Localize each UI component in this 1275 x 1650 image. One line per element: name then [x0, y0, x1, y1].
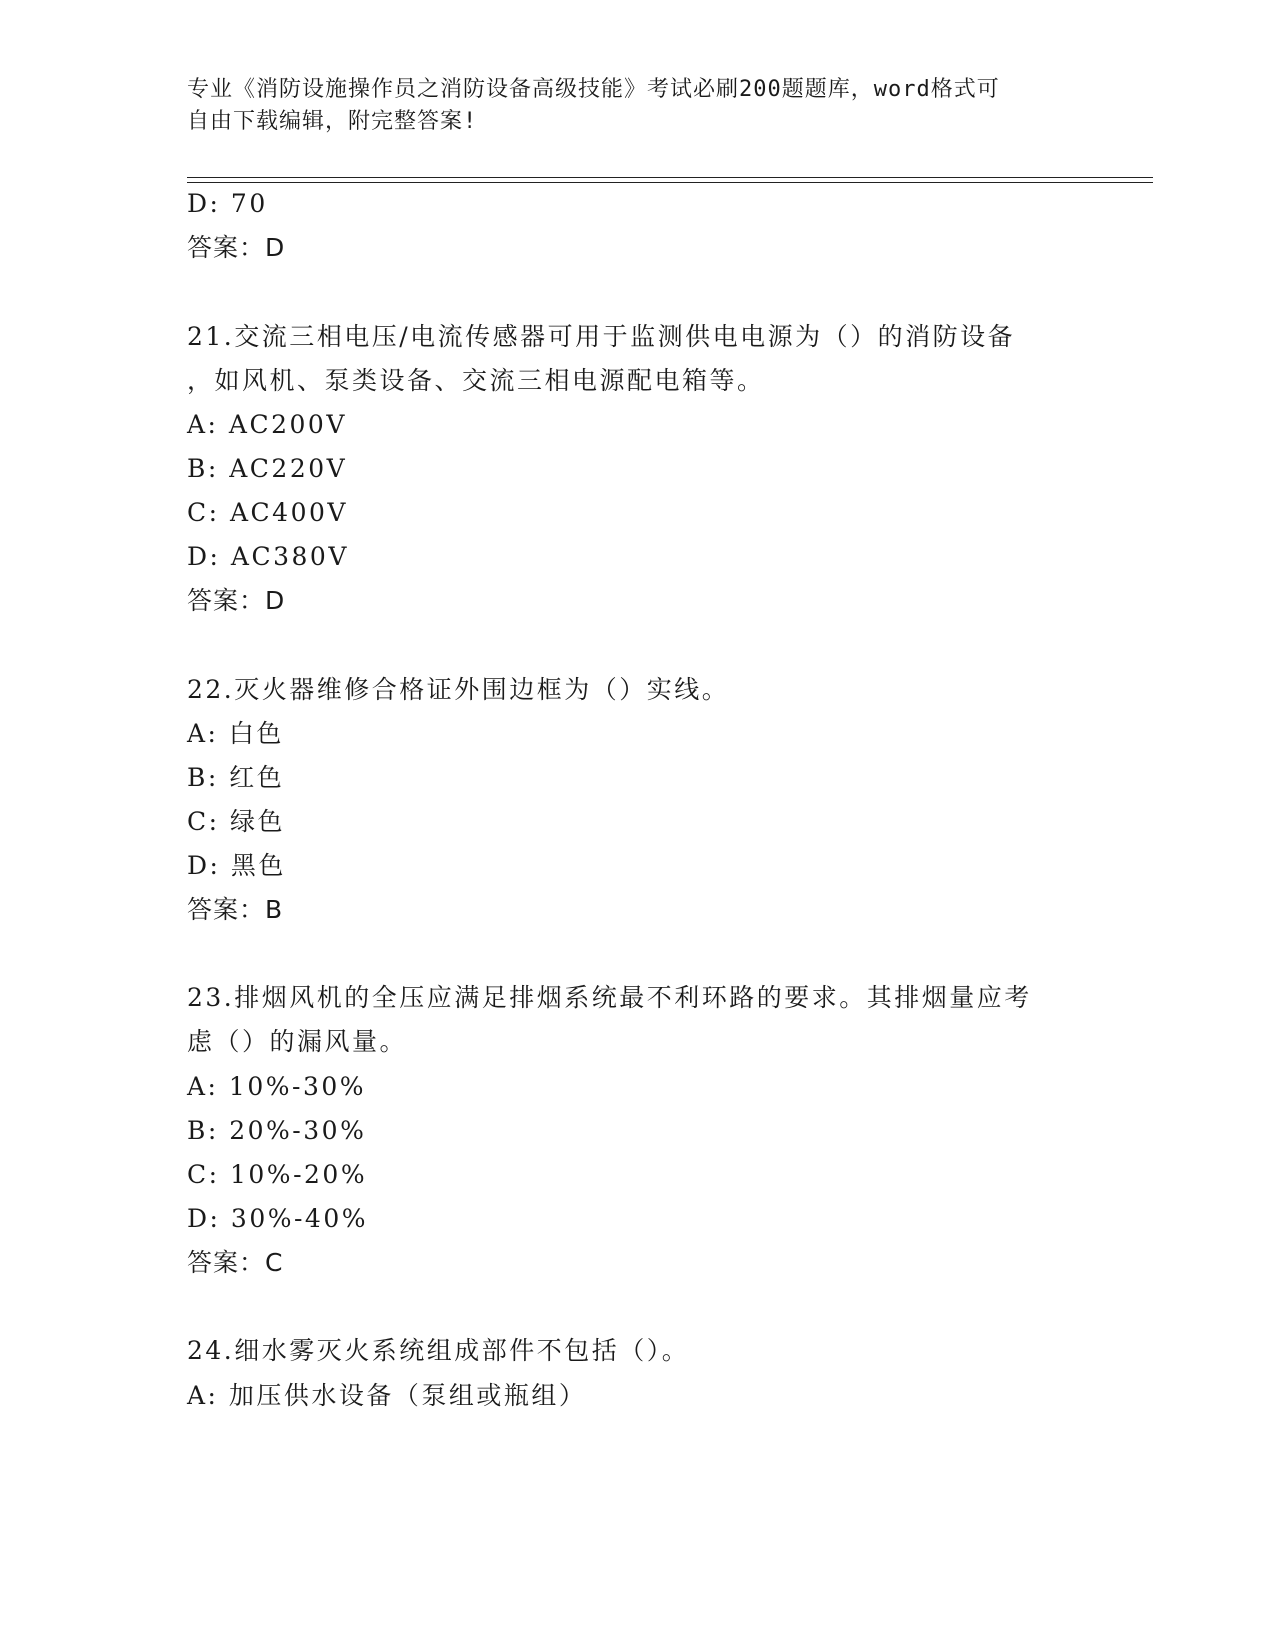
q23-stem-line-1: 23.排烟风机的全压应满足排烟系统最不利环路的要求。其排烟量应考	[187, 983, 1032, 1012]
q22-option-c: C: 绿色	[187, 807, 285, 836]
q23-option-b: B: 20%-30%	[187, 1116, 367, 1145]
q21-stem-line-1: 21.交流三相电压/电流传感器可用于监测供电电源为（）的消防设备	[187, 322, 1016, 351]
q23-option-c: C: 10%-20%	[187, 1160, 368, 1189]
q24-stem-line-1: 24.细水雾灭火系统组成部件不包括（）。	[187, 1336, 690, 1365]
q22-option-b: B: 红色	[187, 763, 285, 792]
header-line-2: 自由下载编辑，附完整答案!	[187, 109, 478, 134]
q22-option-a: A: 白色	[187, 719, 284, 748]
q21-option-a: A: AC200V	[187, 410, 347, 439]
q21-answer: 答案：D	[187, 586, 286, 615]
q21-option-d: D: AC380V	[187, 542, 349, 571]
q21-option-b: B: AC220V	[187, 454, 348, 483]
q23-answer: 答案：C	[187, 1248, 284, 1277]
q23-stem-line-2: 虑（）的漏风量。	[187, 1027, 408, 1056]
q22-answer: 答案：B	[187, 895, 284, 924]
prev-option-d: D: 70	[187, 189, 268, 218]
document-header	[187, 74, 1067, 138]
q21-stem-line-2: ，如风机、泵类设备、交流三相电源配电箱等。	[187, 366, 765, 395]
q23-option-a: A: 10%-30%	[187, 1072, 367, 1101]
q24-option-a: A: 加压供水设备（泵组或瓶组）	[187, 1381, 587, 1410]
q23-option-d: D: 30%-40%	[187, 1204, 368, 1233]
q22-stem-line-1: 22.灭火器维修合格证外围边框为（）实线。	[187, 675, 730, 704]
header-line-1: 专业《消防设施操作员之消防设备高级技能》考试必刷200题题库，word格式可	[187, 77, 1000, 102]
header-divider-bottom	[187, 182, 1153, 183]
header-divider-top	[187, 177, 1153, 178]
q22-option-d: D: 黑色	[187, 851, 286, 880]
prev-answer: 答案：D	[187, 233, 286, 262]
q21-option-c: C: AC400V	[187, 498, 348, 527]
